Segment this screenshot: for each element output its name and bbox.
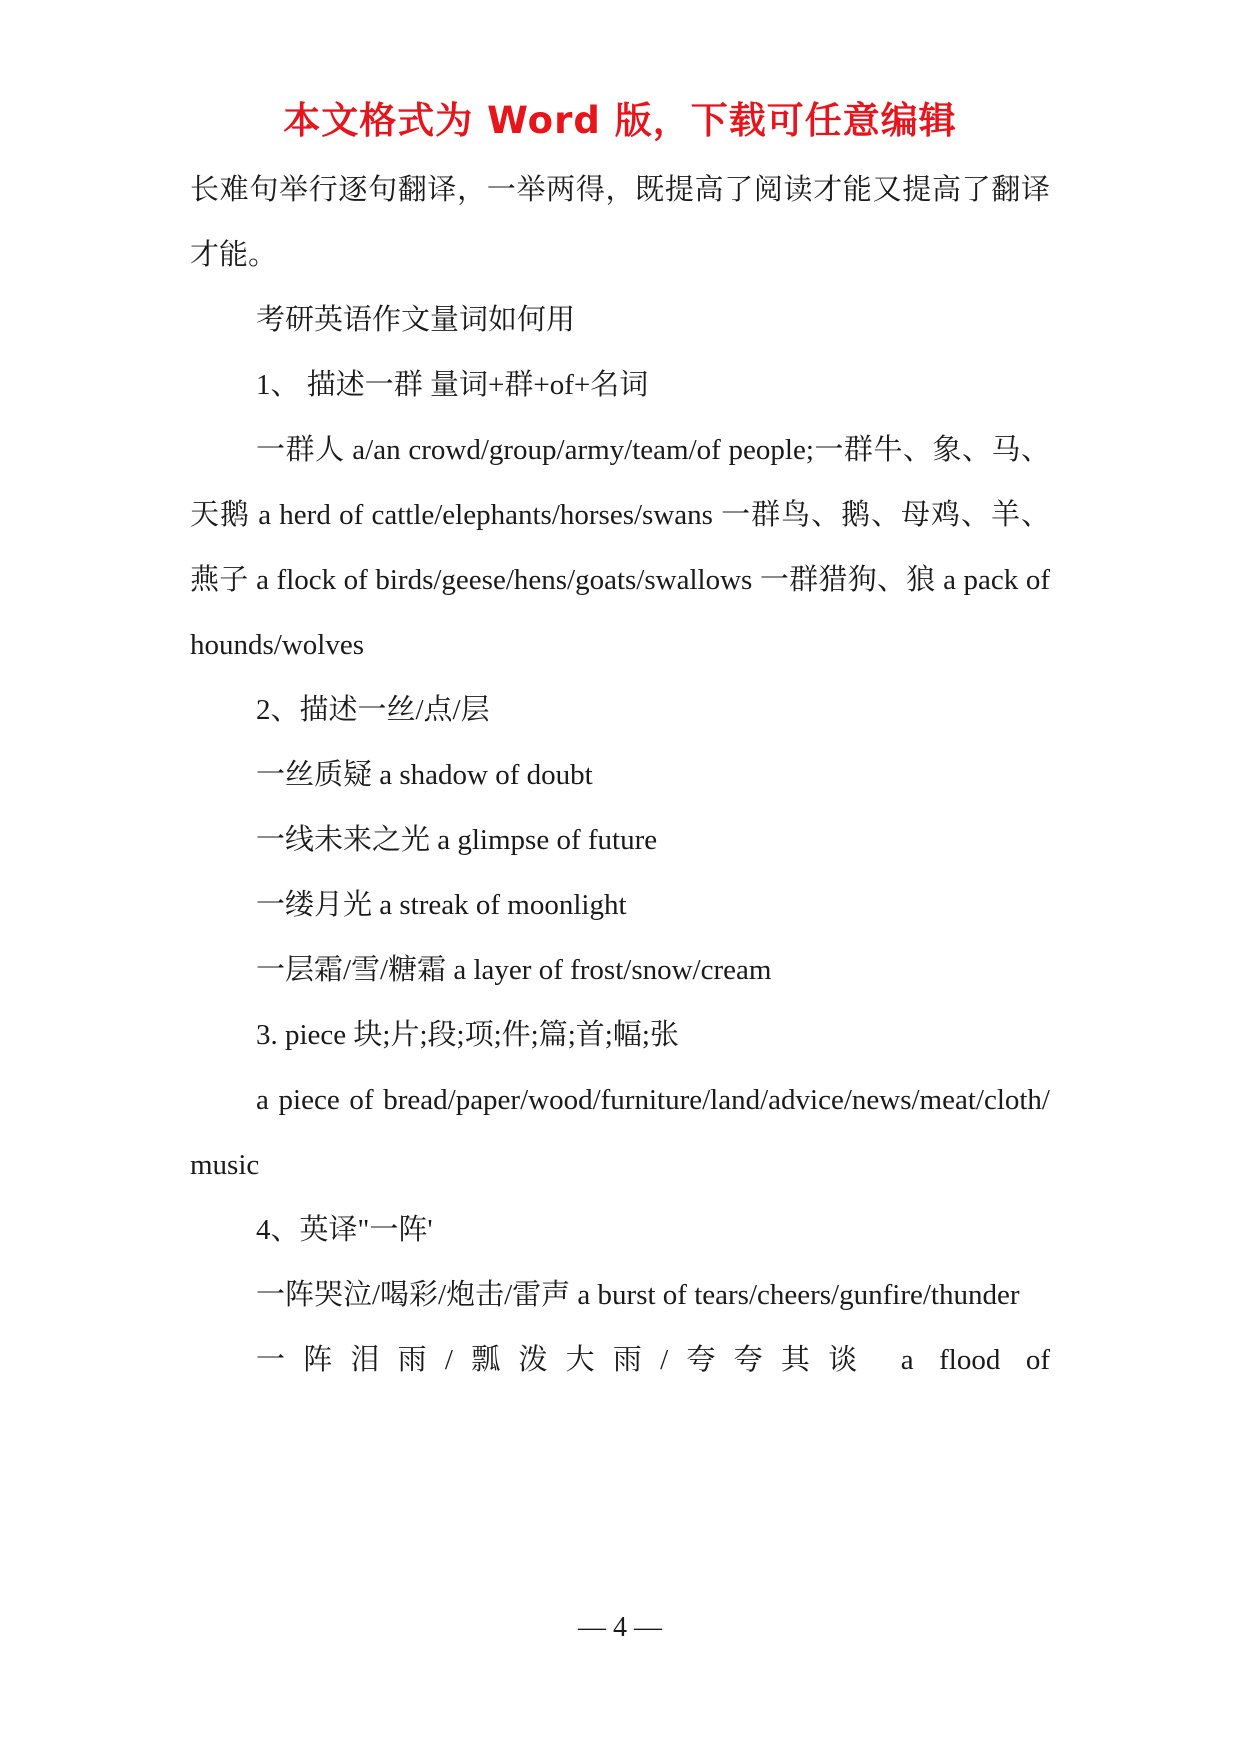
example-line: 一阵哭泣/喝彩/炮击/雷声 a burst of tears/cheers/gunfire/thunder xyxy=(256,1279,1020,1311)
example-line: 一缕月光 a streak of moonlight xyxy=(256,889,627,921)
section-heading: 考研英语作文量词如何用 xyxy=(256,304,576,336)
example-line: 一阵泪雨/瓢泼大雨/夸夸其谈 a flood of xyxy=(256,1344,1050,1376)
list-heading: 1、 描述一群 量词+群+of+名词 xyxy=(256,369,649,401)
paragraph: 一群人 a/an crowd/group/army/team/of people;一群牛、象、马、天鹅 a herd of cattle/elephants/horses/swans 一群鸟、鹅、母鸡、羊、燕子 a flock of birds/geese/hens/goats/swallows 一群猎狗、狼 a pack of hounds/wolves xyxy=(190,434,1050,661)
list-heading: 4、英译"一阵' xyxy=(256,1214,433,1246)
format-notice-banner: 本文格式为 Word 版，下载可任意编辑 xyxy=(283,99,957,142)
document-body xyxy=(190,158,1050,1393)
list-heading: 2、描述一丝/点/层 xyxy=(256,694,490,726)
example-line: 一丝质疑 a shadow of doubt xyxy=(256,759,593,791)
page-number: — 4 — xyxy=(578,1612,662,1643)
example-line: 一线未来之光 a glimpse of future xyxy=(256,824,658,856)
paragraph: 长难句举行逐句翻译，一举两得，既提高了阅读才能又提高了翻译才能。 xyxy=(190,174,1050,271)
example-line: a piece of bread/paper/wood/furniture/land/advice/news/meat/cloth/music xyxy=(190,1084,1050,1181)
example-line: 一层霜/雪/糖霜 a layer of frost/snow/cream xyxy=(256,954,772,986)
list-heading: 3. piece 块;片;段;项;件;篇;首;幅;张 xyxy=(256,1019,679,1051)
